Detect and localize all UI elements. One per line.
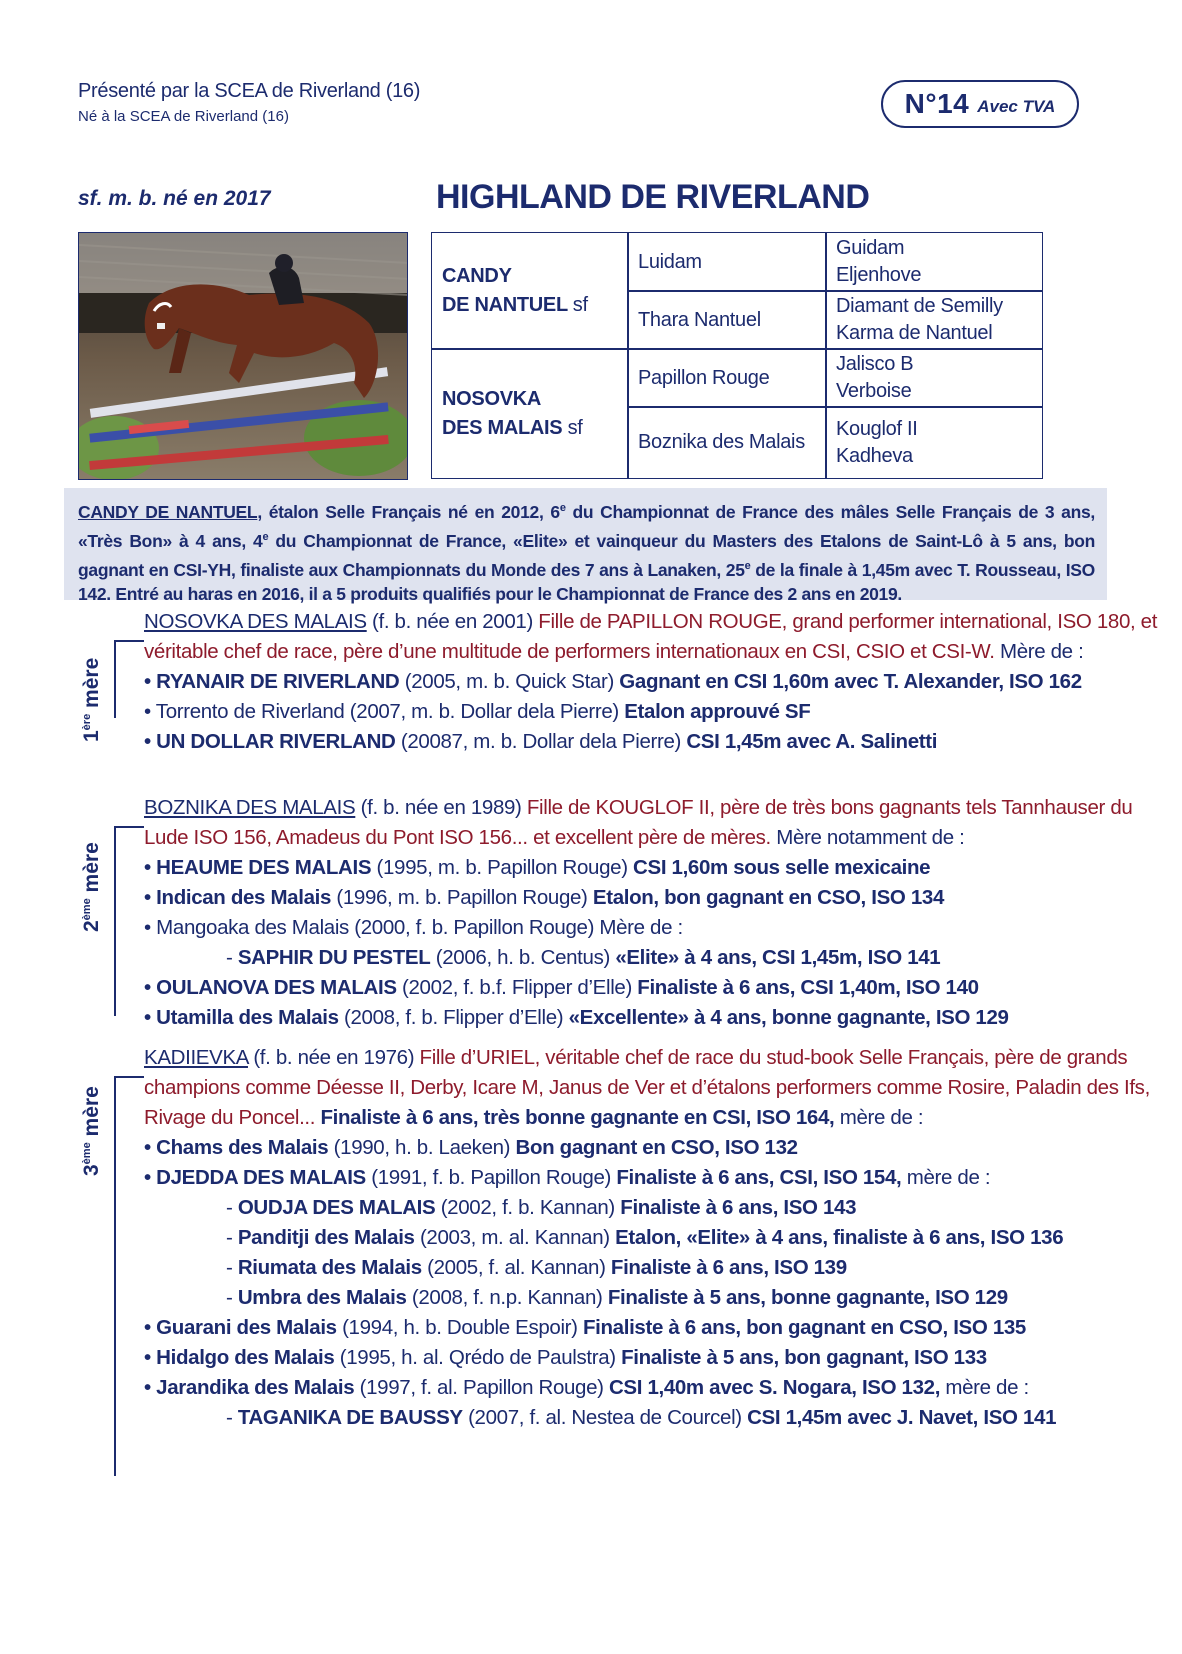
dam3-label: 3ème mère xyxy=(80,1086,103,1176)
sire-cell xyxy=(431,232,629,350)
sire-line2: DE NANTUEL xyxy=(442,294,568,316)
dam2-heading xyxy=(144,796,1132,820)
dam-cell xyxy=(431,348,629,479)
sire-dam-parents-cell xyxy=(825,290,1043,350)
list-item: • Mangoaka des Malais (2000, f. b. Papillon Rouge) Mère de : xyxy=(144,916,683,939)
dam3-info: (f. b. née en 1976) xyxy=(247,1046,420,1069)
list-item: • Torrento de Riverland (2007, m. b. Dollar dela Pierre) Etalon approuvé SF xyxy=(144,700,811,723)
list-item: • Hidalgo des Malais (1995, h. al. Qrédo de Paulstra) Finaliste à 5 ans, bon gagnant, ISO 133 xyxy=(144,1346,987,1369)
lot-vat-label: Avec TVA xyxy=(977,97,1056,116)
dam2-name: BOZNIKA DES MALAIS xyxy=(144,796,356,819)
list-item: • Chams des Malais (1990, h. b. Laeken) Bon gagnant en CSO, ISO 132 xyxy=(144,1136,798,1159)
list-item: • Guarani des Malais (1994, h. b. Double Espoir) Finaliste à 6 ans, bon gagnant en CSO, ISO 135 xyxy=(144,1316,1026,1339)
dam1-heading xyxy=(144,610,1157,634)
list-item: - Riumata des Malais (2005, f. al. Kannan) Finaliste à 6 ans, ISO 139 xyxy=(226,1256,847,1279)
dam-dam-parents-cell xyxy=(825,406,1043,479)
presenter-text: Présenté par la SCEA de Riverland (16) xyxy=(78,80,421,102)
lot-number: N°14 xyxy=(904,88,970,119)
dam2-desc: Lude ISO 156, Amadeus du Pont ISO 156... et excellent père de mères. xyxy=(144,826,771,849)
dam2-label: 2ème mère xyxy=(80,842,103,932)
pedigree-table xyxy=(431,232,1101,479)
list-item: • Indican des Malais (1996, m. b. Papillon Rouge) Etalon, bon gagnant en CSO, ISO 134 xyxy=(144,886,944,909)
dam3-desc: Fille d’URIEL, véritable chef de race du stud-book Selle Français, père de grands xyxy=(419,1046,1128,1069)
horse-description: sf. m. b. né en 2017 xyxy=(78,187,271,210)
list-item: • Jarandika des Malais (1997, f. al. Papillon Rouge) CSI 1,40m avec S. Nogara, ISO 132, mère de : xyxy=(144,1376,1029,1399)
dam2-mother-of: Mère notamment de : xyxy=(770,826,965,849)
dam-sire-parents-cell xyxy=(825,348,1043,408)
gp-sdd: Karma de Nantuel xyxy=(836,322,993,344)
sire-note-text: du Championnat de France, «Elite» et vainqueur du Masters des Etalons de Saint-Lô à 5 ans, bon gagnant en CSI-YH, finaliste aux Championnats du Monde des 7 ans à Lanaken, 25 xyxy=(78,530,1095,580)
dam-line2: DES MALAIS xyxy=(442,416,563,439)
dam1-name: NOSOVKA DES MALAIS xyxy=(144,610,367,633)
gp-ssd: Eljenhove xyxy=(836,264,922,286)
sire-note-text: de la finale à 1,45m avec T. Rousseau, ISO 142. Entré au haras en 2016, il a 5 produits qualifiés pour le Championnat de France des 2 ans en 2019. xyxy=(78,559,1095,605)
dam3-desc: champions comme Déesse II, Derby, Icare M, Janus de Ver et d’étalons performers comme Rosire, Paladin des Ifs, xyxy=(144,1076,1150,1099)
dam-line1: NOSOVKA xyxy=(442,387,542,410)
dam-dam-cell: Boznika des Malais xyxy=(627,406,827,479)
sire-note-name: CANDY DE NANTUEL xyxy=(78,501,258,522)
list-item: - Panditji des Malais (2003, m. al. Kannan) Etalon, «Elite» à 4 ans, finaliste à 6 ans, ISO 136 xyxy=(226,1226,1064,1249)
dam-sire-cell: Papillon Rouge xyxy=(627,348,827,408)
gp-sds: Diamant de Semilly xyxy=(836,295,1003,317)
dam3-mother-of: mère de : xyxy=(834,1106,924,1129)
gp-dsd: Verboise xyxy=(836,380,912,402)
sire-line1: CANDY xyxy=(442,265,512,287)
dam2-bracket xyxy=(114,826,144,1016)
dam3-heading xyxy=(144,1046,1127,1070)
sire-suffix: sf xyxy=(572,294,588,316)
dam3-name: KADIIEVKA xyxy=(144,1046,248,1069)
dam1-mother-of: Mère de : xyxy=(994,640,1084,663)
sire-note-sup: e xyxy=(744,559,751,572)
dam2-desc: Fille de KOUGLOF II, père de très bons gagnants tels Tannhauser du xyxy=(526,796,1133,819)
sire-note-text: du Championnat de France des mâles Selle Français de 3 ans, «Très Bon» à 4 ans, 4 xyxy=(78,501,1095,551)
sire-note-text: , étalon Selle Français né en 2012, 6 xyxy=(257,501,560,522)
sire-note-sup: e xyxy=(559,502,566,514)
dam3-desc: Rivage du Poncel... xyxy=(144,1106,316,1129)
sire-note-sup: e xyxy=(262,530,269,543)
list-item: • OULANOVA DES MALAIS (2002, f. b.f. Flipper d’Elle) Finaliste à 6 ans, CSI 1,40m, ISO 140 xyxy=(144,976,979,999)
list-item: - TAGANIKA DE BAUSSY (2007, f. al. Nestea de Courcel) CSI 1,45m avec J. Navet, ISO 141 xyxy=(226,1406,1057,1429)
sire-dam-cell: Thara Nantuel xyxy=(627,290,827,350)
birthplace-text: Né à la SCEA de Riverland (16) xyxy=(78,108,289,125)
gp-dds: Kouglof II xyxy=(836,417,918,440)
dam1-bracket xyxy=(114,640,144,718)
dam3-perf: Finaliste à 6 ans, très bonne gagnante en CSI, ISO 164, xyxy=(315,1106,835,1129)
horse-photo xyxy=(78,232,408,480)
horse-jumping-image xyxy=(79,233,408,480)
list-item: • Utamilla des Malais (2008, f. b. Flipper d’Elle) «Excellente» à 4 ans, bonne gagnante, ISO 129 xyxy=(144,1006,1009,1029)
sire-sire-parents-cell xyxy=(825,232,1043,292)
dam3-bracket xyxy=(114,1076,144,1476)
dam-suffix: sf xyxy=(567,416,583,439)
dam1-info: (f. b. née en 2001) xyxy=(366,610,539,633)
gp-sss: Guidam xyxy=(836,237,905,259)
gp-dss: Jalisco B xyxy=(836,353,914,375)
lot-badge xyxy=(881,80,1079,128)
list-item: • DJEDDA DES MALAIS (1991, f. b. Papillon Rouge) Finaliste à 6 ans, CSI, ISO 154, mère de : xyxy=(144,1166,991,1189)
dam2-info: (f. b. née en 1989) xyxy=(355,796,527,819)
list-item: - Umbra des Malais (2008, f. n.p. Kannan) Finaliste à 5 ans, bonne gagnante, ISO 129 xyxy=(226,1286,1008,1309)
dam1-desc-line xyxy=(144,640,1083,664)
list-item: - SAPHIR DU PESTEL (2006, h. b. Centus) «Elite» à 4 ans, CSI 1,45m, ISO 141 xyxy=(226,946,941,969)
sire-sire-cell: Luidam xyxy=(627,232,827,292)
list-item: • RYANAIR DE RIVERLAND (2005, m. b. Quick Star) Gagnant en CSI 1,60m avec T. Alexander, ISO 162 xyxy=(144,670,1082,693)
horse-name: HIGHLAND DE RIVERLAND xyxy=(436,178,870,216)
dam1-label: 1ère mère xyxy=(80,657,103,742)
dam3-desc-line xyxy=(144,1106,923,1130)
list-item: • HEAUME DES MALAIS (1995, m. b. Papillon Rouge) CSI 1,60m sous selle mexicaine xyxy=(144,856,931,879)
gp-ddd: Kadheva xyxy=(836,444,913,467)
dam1-desc: véritable chef de race, père d’une multitude de performers internationaux en CSI, CSIO et CSI-W. xyxy=(144,640,995,663)
list-item: - OUDJA DES MALAIS (2002, f. b. Kannan) Finaliste à 6 ans, ISO 143 xyxy=(226,1196,857,1219)
dam2-desc-line xyxy=(144,826,964,850)
dam3-desc-line xyxy=(144,1076,1150,1100)
dam1-desc: Fille de PAPILLON ROUGE, grand performer international, ISO 180, et xyxy=(538,610,1158,633)
sire-note xyxy=(64,488,1107,605)
list-item: • UN DOLLAR RIVERLAND (20087, m. b. Dollar dela Pierre) CSI 1,45m avec A. Salinetti xyxy=(144,730,938,753)
